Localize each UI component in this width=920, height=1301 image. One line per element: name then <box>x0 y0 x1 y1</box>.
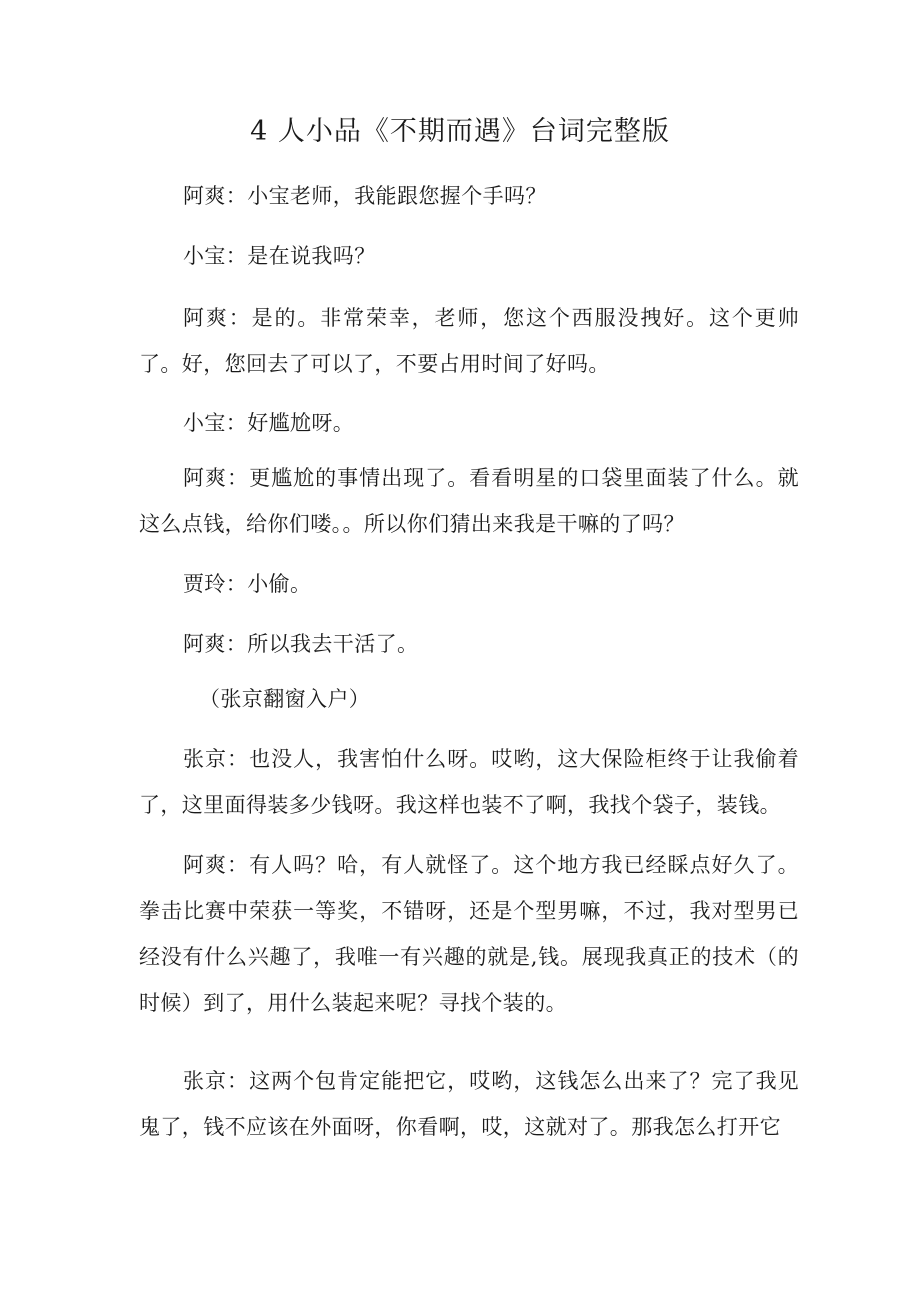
dialogue-paragraph: 阿爽：是的。非常荣幸，老师，您这个西服没拽好。这个更帅了。好，您回去了可以了，不要占用时间了好吗。 <box>139 306 799 376</box>
dialogue-paragraph: 张京：这两个包肯定能把它，哎哟，这钱怎么出来了？完了我见鬼了，钱不应该在外面呀，你看啊，哎，这就对了。那我怎么打开它 <box>139 1069 799 1139</box>
stage-direction: （张京翻窗入户） <box>199 687 371 711</box>
dialogue-paragraph: 贾玲：小偷。 <box>183 572 312 596</box>
dialogue-paragraph: 阿爽：有人吗？哈，有人就怪了。这个地方我已经睬点好久了。拳击比赛中荣获一等奖，不错呀，还是个型男嘛，不过，我对型男已经没有什么兴趣了，我唯一有兴趣的就是,钱。展现我真正的技术（的时候）到了，用什么装起来呢？寻找个装的。 <box>139 853 799 1015</box>
dialogue-paragraph: 小宝：好尴尬呀。 <box>183 411 355 435</box>
dialogue-paragraph: 阿爽：更尴尬的事情出现了。看看明星的口袋里面装了什么。就这么点钱，给你们喽。。所以你们猜出来我是干嘛的了吗？ <box>139 466 799 536</box>
dialogue-paragraph: 阿爽：小宝老师，我能跟您握个手吗？ <box>183 184 547 208</box>
dialogue-paragraph: 小宝：是在说我吗？ <box>183 244 376 268</box>
dialogue-paragraph: 阿爽：所以我去干活了。 <box>183 632 419 656</box>
document-title: 4 人小品《不期而遇》台词完整版 <box>250 116 670 147</box>
dialogue-paragraph: 张京：也没人，我害怕什么呀。哎哟，这大保险柜终于让我偷着了，这里面得装多少钱呀。我这样也装不了啊，我找个袋子，装钱。 <box>139 747 799 817</box>
